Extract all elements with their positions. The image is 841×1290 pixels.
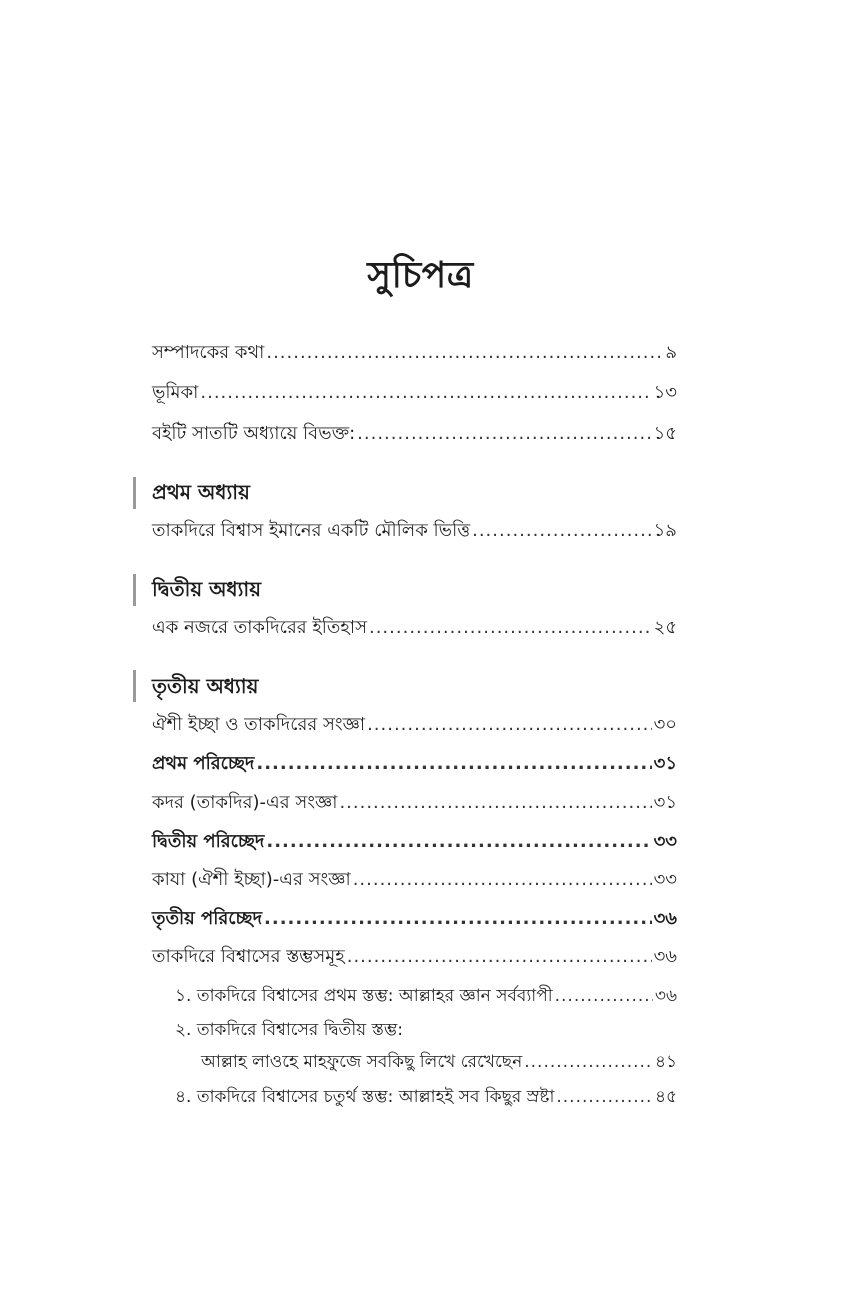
toc-entry-page: ৩৩: [653, 831, 677, 852]
toc-section-label: প্রথম পরিচ্ছেদ: [152, 753, 255, 774]
leader-dots: [266, 341, 663, 365]
toc-entry-page: ৪১: [654, 1052, 677, 1072]
leader-dots: [555, 984, 653, 1008]
toc-subentry-label: ১. তাকদিরে বিশ্বাসের প্রথম স্তম্ভ: আল্লাহর জ্ঞান সর্বব্যাপী: [175, 986, 553, 1006]
toc-entry-label: ভূমিকা: [152, 382, 199, 403]
toc-section-label: দ্বিতীয় পরিচ্ছেদ: [152, 831, 265, 852]
toc-entry-label: সম্পাদকের কথা: [152, 342, 265, 363]
toc-subentry-label: ৪. তাকদিরে বিশ্বাসের চতুর্থ স্তম্ভ: আল্লাহই সব কিছুর স্রষ্টা: [175, 1087, 555, 1107]
leader-dots: [339, 791, 651, 815]
toc-subentry[interactable]: [175, 984, 677, 1008]
toc-entry[interactable]: [152, 713, 677, 737]
toc-entry-page: ১৫: [653, 423, 677, 444]
toc-entry-page: ৩১: [653, 792, 677, 813]
toc-entry-page: ২৫: [653, 617, 677, 638]
leader-dots: [347, 945, 652, 969]
toc-entry[interactable]: [152, 519, 677, 543]
toc-entry-page: ৩৬: [653, 908, 677, 929]
chapter-heading-3: তৃতীয় অধ্যায়: [152, 674, 259, 698]
toc-entry-page: ১৯: [653, 520, 677, 541]
chapter-heading-1: প্রথম অধ্যায়: [152, 480, 250, 504]
toc-entry-label: তাকদিরে বিশ্বাসের স্তম্ভসমূহ: [152, 946, 345, 967]
leader-dots: [266, 830, 651, 854]
leader-dots: [353, 868, 652, 892]
chapter-marker-bar: [133, 477, 136, 509]
toc-section[interactable]: [152, 830, 677, 854]
leader-dots: [264, 907, 652, 931]
toc-subentry-line1[interactable]: ২. তাকদিরে বিশ্বাসের দ্বিতীয় স্তম্ভ:: [175, 1020, 403, 1040]
toc-entry-label: এক নজরে তাকদিরের ইতিহাস: [152, 617, 367, 638]
toc-section-label: তৃতীয় পরিচ্ছেদ: [152, 908, 263, 929]
toc-section[interactable]: [152, 907, 677, 931]
toc-entry-page: ৩১: [653, 753, 677, 774]
leader-dots: [357, 422, 651, 446]
toc-subentry[interactable]: [201, 1050, 677, 1074]
toc-entry-page: ১৩: [653, 382, 677, 403]
page-title: সুচিপত্র: [367, 255, 474, 296]
toc-subentry[interactable]: [175, 1085, 677, 1109]
toc-entry-label: কাযা (ঐশী ইচ্ছা)-এর সংজ্ঞা: [152, 869, 351, 890]
toc-entry[interactable]: [152, 868, 677, 892]
chapter-heading-2: দ্বিতীয় অধ্যায়: [152, 577, 261, 601]
toc-entry[interactable]: [152, 616, 677, 640]
toc-entry-book-division[interactable]: [152, 422, 677, 446]
leader-dots: [369, 616, 652, 640]
leader-dots: [472, 519, 652, 543]
chapter-marker-bar: [133, 574, 136, 606]
leader-dots: [200, 381, 651, 405]
toc-entry-page: ৩৬: [653, 946, 677, 967]
leader-dots: [524, 1050, 653, 1074]
toc-entry-page: ৯: [665, 342, 677, 363]
leader-dots: [256, 752, 651, 776]
toc-entry-label: বইটি সাতটি অধ্যায়ে বিভক্ত:: [152, 423, 356, 444]
chapter-marker-bar: [133, 670, 136, 702]
toc-entry-editor-note[interactable]: [152, 341, 677, 365]
toc-entry[interactable]: [152, 791, 677, 815]
toc-entry-label: তাকদিরে বিশ্বাস ইমানের একটি মৌলিক ভিত্তি: [152, 520, 471, 541]
toc-entry-page: ৩০: [653, 714, 677, 735]
toc-entry[interactable]: [152, 945, 677, 969]
toc-section[interactable]: [152, 752, 677, 776]
toc-entry-preface[interactable]: [152, 381, 677, 405]
toc-entry-label: ঐশী ইচ্ছা ও তাকদিরের সংজ্ঞা: [152, 714, 366, 735]
leader-dots: [367, 713, 652, 737]
toc-subentry-label: আল্লাহ লাওহে মাহফুজে সবকিছু লিখে রেখেছেন: [201, 1052, 523, 1072]
toc-entry-page: ৩৩: [653, 869, 677, 890]
leader-dots: [556, 1085, 653, 1109]
toc-entry-page: ৪৫: [654, 1087, 677, 1107]
toc-entry-page: ৩৬: [654, 986, 677, 1006]
toc-entry-label: কদর (তাকদির)-এর সংজ্ঞা: [152, 792, 338, 813]
